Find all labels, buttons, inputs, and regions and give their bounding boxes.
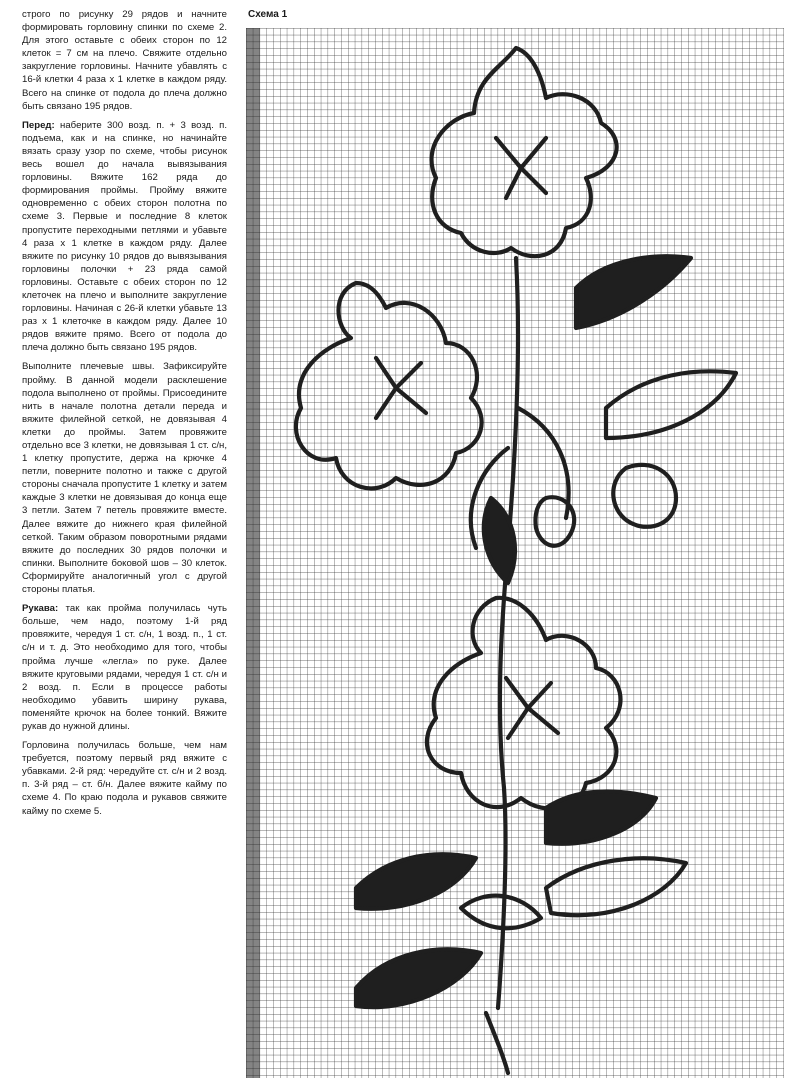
paragraph-sleeves: Рукава: так как пройма получилась чуть больше, чем надо, поэтому 1-й ряд провяжите, чередуя 1 ст. с/н, 1 возд. п., 1 ст. с/н и т. д. Это необходимо для того, чтобы пройма лучше «легла» по руке. Далее вяжите круговыми рядами, чередуя 1 ст. с/н и 2 возд. п. Если в процессе работы необходимо убавить ширину рукава, поменяйте крючок на более тонкий. Вяжите рукав до нужной длины. — [22, 603, 227, 732]
chart-border-left — [246, 28, 260, 1078]
paragraph-neckline: Горловина получилась больше, чем нам требуется, поэтому первый ряд вяжите с убавками. 2-й ряд: чередуйте ст. с/н и 2 возд. п. 3-й ряд – ст. б/н. Далее вяжите кайму по схеме 4. По краю подола и рукавов свяжите кайму по схеме 5. — [22, 740, 227, 817]
paragraph-back: строго по рисунку 29 рядов и начните формировать горловину спинки по схеме 2. Для этого оставьте с обеих сторон по 12 клеток = 7 см на плечо. Свяжите отдельно закругление горловины. Начните убавлять с 16-й клетки 4 раза х 1 клетке в каждом ряду. Всего на спинке от подола до плеча должно быть связано 195 рядов. — [22, 9, 227, 112]
filet-chart-svg — [246, 28, 784, 1078]
instructions-text — [22, 8, 227, 824]
chart-title: Схема 1 — [248, 9, 288, 20]
filet-chart — [246, 28, 784, 1078]
sleeves-heading: Рукава: — [22, 603, 59, 615]
paragraph-front: Перед: наберите 300 возд. п. + 3 возд. п. подъема, как и на спинке, но начинайте вязать сразу узор по схеме, чтобы рисунок весь вошел до начала вывязывания горловины. Вяжите 162 ряда до формирования проймы. Пройму вяжите одновременно с обеих сторон полотна по схеме 3. Первые и последние 8 клеток пропустите переходными петлями и убавьте 4 раза х 1 клетке в каждом ряду. Далее вяжите по рисунку 10 рядов до вывязывания горловины полочки + 23 ряда самой горловины. Оставьте с обеих сторон по 12 клеточек на плечо и выполните закругление горловины. Начиная с 26-й клетки убавьте 13 раз х 1 клеточке в каждом ряду. Далее 10 рядов вяжите прямо. Всего от подола до плеча должно быть связано 195 рядов. — [22, 119, 227, 354]
front-heading: Перед: — [22, 119, 55, 131]
paragraph-assembly: Выполните плечевые швы. Зафиксируйте пройму. В данной модели расклешение подола выполнено от проймы. Присоедините нить в начале полотна детали переда и вяжите филейной сеткой, не довязывая 4 клетки до проймы. Затем провяжите отдельно все 3 клетки, не довязывая 1 ст. с/н, 1 клетку пропустите, держа на крючке 4 петли, поверните полотно и также с другой стороны сначала пропустите 1 клетку и затем каждые 3 клетки не довязывая до конца еще 3 петли. Затем 7 петель провяжите вместе. Далее вяжите до нижнего края филейной сеткой. Таким образом поворотными рядами вяжите до последних 30 рядов полочки и спинки. Выполните боковой шов – 30 клеток. Сформируйте аналогичный угол с другой стороны платья. — [22, 361, 227, 596]
